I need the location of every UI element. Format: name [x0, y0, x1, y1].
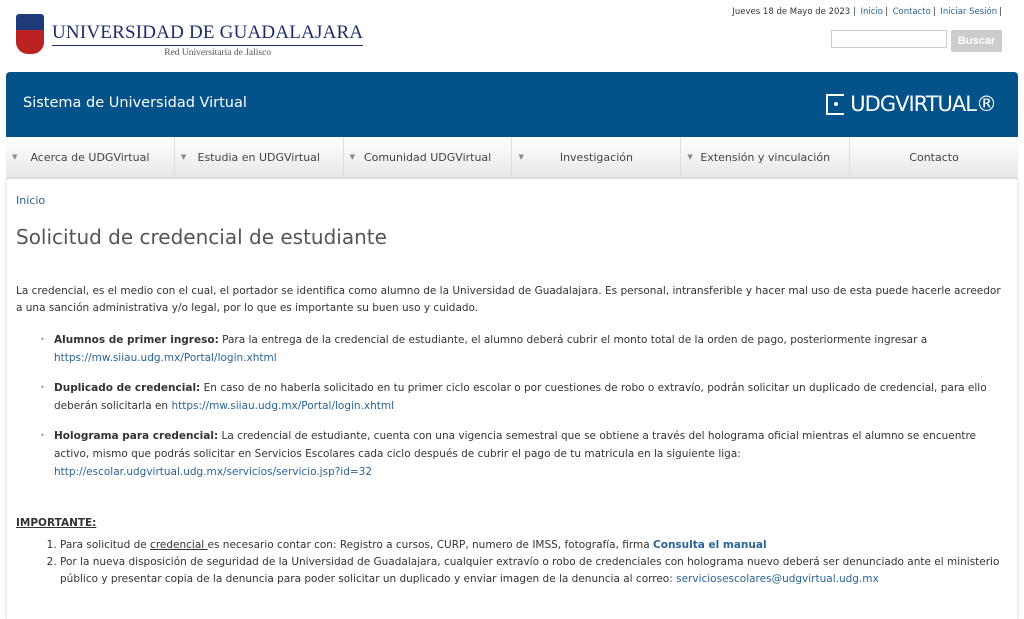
nav-label: Extensión y vinculación: [700, 150, 831, 164]
dropdown-arrow-icon: ▼: [180, 153, 187, 161]
dropdown-arrow-icon: ▼: [518, 153, 524, 161]
link-iniciar-sesion[interactable]: Iniciar Sesión: [940, 7, 998, 17]
breadcrumb-inicio[interactable]: Inicio: [16, 194, 46, 207]
logo-text: UDGVIRTUAL®: [850, 92, 996, 116]
nav-acerca[interactable]: [6, 137, 175, 177]
text: Por la nueva disposición de seguridad de la Universidad de Guadalajara, cualquier extravío o robo de credenciales con holograma nuevo deberá ser denunciado ante el ministerio público y presentar copia de la denuncia para poder solicitar un duplicado y enviar imagen de la denuncia al correo:: [60, 556, 1000, 585]
nav-estudia[interactable]: [175, 137, 344, 177]
nav-extension[interactable]: [681, 137, 850, 177]
siiau-link[interactable]: https://mw.siiau.udg.mx/Portal/login.xhtml: [54, 352, 277, 364]
manual-link[interactable]: Consulta el manual: [653, 539, 767, 551]
university-name: UNIVERSIDAD DE GUADALAJARA: [52, 22, 363, 46]
page-title: Solicitud de credencial de estudiante: [16, 225, 387, 249]
breadcrumb: [16, 179, 1008, 207]
logo-square-icon: [826, 94, 844, 115]
university-logo[interactable]: [16, 14, 363, 58]
nav-comunidad[interactable]: [344, 137, 513, 177]
banner: [6, 72, 1018, 137]
dropdown-arrow-icon: ▼: [687, 153, 693, 161]
banner-title: Sistema de Universidad Virtual: [23, 95, 247, 111]
search-form: [831, 30, 1002, 52]
nav-label: Contacto: [909, 150, 959, 164]
item-label: Holograma para credencial:: [54, 430, 219, 442]
nav-label: Estudia en UDGVirtual: [197, 150, 320, 164]
link-contacto[interactable]: Contacto: [892, 7, 931, 17]
university-subtitle: Red Universitaria de Jalisco: [164, 48, 272, 58]
dropdown-arrow-icon: ▼: [349, 153, 356, 161]
item-label: Alumnos de primer ingreso:: [54, 334, 219, 346]
search-input[interactable]: [831, 30, 947, 48]
nav-label: Acerca de UDGVirtual: [30, 150, 150, 164]
main-nav: [6, 137, 1018, 179]
nav-investigacion[interactable]: [512, 137, 681, 177]
item-text: Para la entrega de la credencial de estudiante, el alumno deberá cubrir el monto total de la orden de pago, posteriormente ingresar a: [218, 334, 928, 346]
search-button[interactable]: Buscar: [951, 30, 1002, 52]
list-item: [54, 427, 1008, 481]
escolar-link[interactable]: http://escolar.udgvirtual.udg.mx/servicios/servicio.jsp?id=32: [54, 466, 373, 478]
date: Jueves 18 de Mayo de 2023: [732, 7, 851, 17]
crest-icon: [16, 14, 44, 54]
text: es necesario contar con: Registro a cursos, CURP, numero de IMSS, fotografía, firma: [207, 539, 654, 551]
udgvirtual-logo[interactable]: [826, 92, 996, 116]
siiau-link[interactable]: https://mw.siiau.udg.mx/Portal/login.xhtml: [171, 400, 395, 412]
nav-label: Comunidad UDGVirtual: [363, 150, 492, 164]
list-item: [54, 331, 1008, 367]
utility-links: Jueves 18 de Mayo de 2023 | Inicio | Contacto | Iniciar Sesión |: [732, 7, 1002, 17]
item-label: Duplicado de credencial:: [54, 382, 201, 394]
email-link[interactable]: serviciosescolares@udgvirtual.udg.mx: [676, 573, 879, 585]
list-item: [60, 554, 1008, 588]
important-list: [16, 537, 1008, 588]
intro-text: La credencial, es el medio con el cual, el portador se identifica como alumno de la Universidad de Guadalajara. Es personal, intransferible y hacer mal uso de esta puede hacerle acreedor a una sanción administrativa y/o legal, por lo que es importante su buen uso y cuidado.: [16, 285, 1001, 314]
important-heading: IMPORTANTE:: [16, 517, 97, 529]
list-item: [54, 379, 1008, 415]
nav-contacto[interactable]: [850, 137, 1018, 177]
dropdown-arrow-icon: ▼: [12, 153, 18, 161]
top-header: [0, 0, 1024, 72]
text-underlined: credencial: [150, 539, 208, 551]
info-list: [16, 331, 1008, 481]
main-content: [6, 179, 1018, 619]
nav-label: Investigación: [559, 150, 633, 164]
text: Para solicitud de: [60, 539, 151, 551]
list-item: [60, 537, 1008, 554]
item-text: En caso de no haberla solicitado en tu primer ciclo escolar o por cuestiones de robo o extravío, podrán solicitar un duplicado de credencial, para ello deberán solicitarla en: [54, 382, 987, 412]
item-text: La credencial de estudiante, cuenta con una vigencia semestral que se obtiene a través del holograma oficial mientras el alumno se encuentre activo, mismo que podrás solicitar en Servicios Escolares cada ciclo después de cubrir el pago de tu matricula en la siguiente liga:: [54, 430, 977, 460]
link-inicio[interactable]: Inicio: [860, 7, 883, 17]
